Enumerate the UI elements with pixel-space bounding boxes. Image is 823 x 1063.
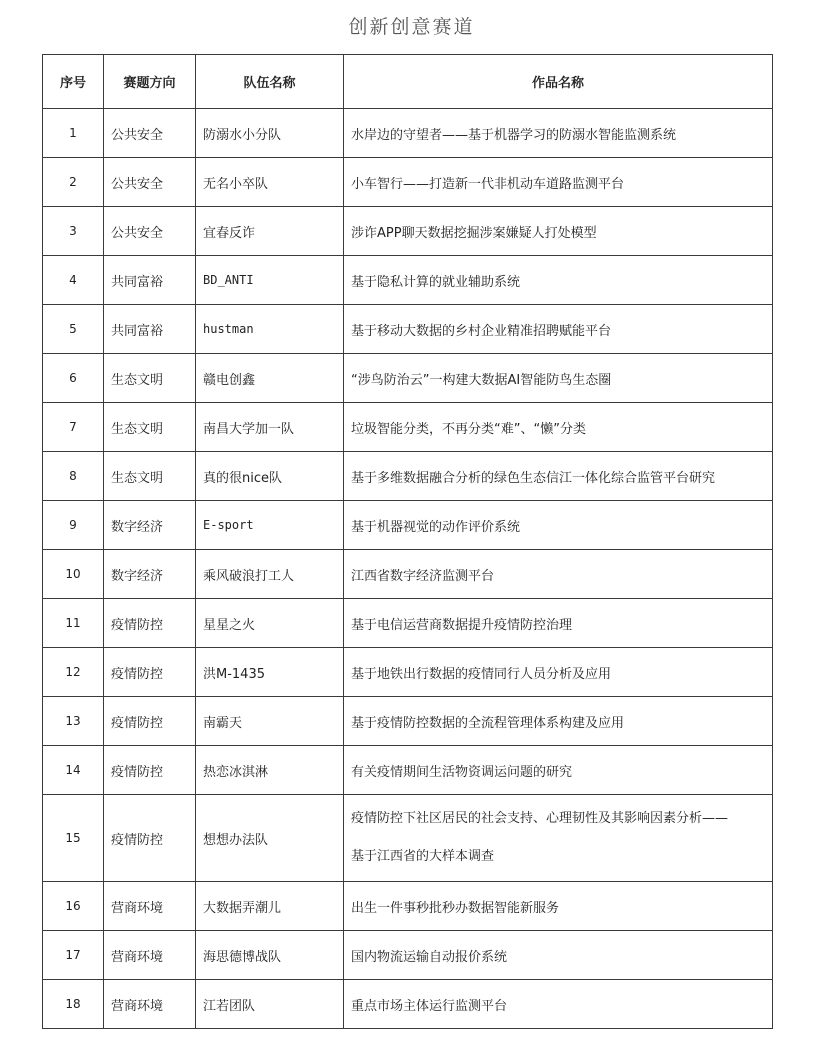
cell-index: 17	[43, 931, 104, 980]
table-row	[43, 207, 773, 256]
cell-team: 南昌大学加一队	[196, 403, 344, 452]
column-header-work: 作品名称	[344, 55, 773, 109]
cell-team: 大数据弄潮儿	[196, 882, 344, 931]
table-row	[43, 158, 773, 207]
cell-index: 6	[43, 354, 104, 403]
cell-index: 7	[43, 403, 104, 452]
cell-work-line-2: 基于江西省的大样本调查	[351, 849, 495, 864]
cell-index: 13	[43, 697, 104, 746]
cell-team: 想想办法队	[196, 795, 344, 882]
cell-index: 9	[43, 501, 104, 550]
cell-team: 赣电创鑫	[196, 354, 344, 403]
cell-work: 水岸边的守望者——基于机器学习的防溺水智能监测系统	[344, 109, 773, 158]
cell-track: 疫情防控	[104, 795, 196, 882]
cell-index: 14	[43, 746, 104, 795]
cell-track: 数字经济	[104, 501, 196, 550]
table-row	[43, 305, 773, 354]
cell-work: “涉鸟防治云”一构建大数据AI智能防鸟生态圈	[344, 354, 773, 403]
cell-work: 国内物流运输自动报价系统	[344, 931, 773, 980]
table-row	[43, 403, 773, 452]
cell-work: 基于移动大数据的乡村企业精准招聘赋能平台	[344, 305, 773, 354]
cell-track: 营商环境	[104, 882, 196, 931]
cell-work: 小车智行——打造新一代非机动车道路监测平台	[344, 158, 773, 207]
cell-index: 3	[43, 207, 104, 256]
cell-track: 生态文明	[104, 403, 196, 452]
cell-index: 16	[43, 882, 104, 931]
cell-work: 出生一件事秒批秒办数据智能新服务	[344, 882, 773, 931]
column-header-track: 赛题方向	[104, 55, 196, 109]
cell-index: 11	[43, 599, 104, 648]
cell-work: 基于机器视觉的动作评价系统	[344, 501, 773, 550]
cell-team: 乘风破浪打工人	[196, 550, 344, 599]
cell-index: 5	[43, 305, 104, 354]
cell-team: 热恋冰淇淋	[196, 746, 344, 795]
table-row	[43, 550, 773, 599]
cell-team: 真的很nice队	[196, 452, 344, 501]
cell-index: 2	[43, 158, 104, 207]
cell-track: 共同富裕	[104, 256, 196, 305]
cell-track: 疫情防控	[104, 697, 196, 746]
table-row	[43, 109, 773, 158]
cell-team: E-sport	[196, 501, 344, 550]
cell-team: 无名小卒队	[196, 158, 344, 207]
table-row	[43, 501, 773, 550]
cell-team: 宜春反诈	[196, 207, 344, 256]
cell-track: 公共安全	[104, 207, 196, 256]
results-table	[42, 54, 773, 1029]
table-header-row	[43, 55, 773, 109]
cell-team: 海思德博战队	[196, 931, 344, 980]
table-row	[43, 599, 773, 648]
cell-index: 15	[43, 795, 104, 882]
table-row	[43, 795, 773, 882]
cell-work: 有关疫情期间生活物资调运问题的研究	[344, 746, 773, 795]
table-row	[43, 697, 773, 746]
table-row	[43, 452, 773, 501]
cell-team: 洪M-1435	[196, 648, 344, 697]
cell-track: 公共安全	[104, 109, 196, 158]
table-row	[43, 882, 773, 931]
column-header-index: 序号	[43, 55, 104, 109]
cell-track: 公共安全	[104, 158, 196, 207]
cell-track: 疫情防控	[104, 648, 196, 697]
cell-index: 1	[43, 109, 104, 158]
cell-track: 营商环境	[104, 931, 196, 980]
cell-team: BD_ANTI	[196, 256, 344, 305]
table-row	[43, 354, 773, 403]
cell-team: 江若团队	[196, 980, 344, 1029]
table-row	[43, 648, 773, 697]
cell-work: 涉诈APP聊天数据挖掘涉案嫌疑人打处模型	[344, 207, 773, 256]
cell-work: 基于多维数据融合分析的绿色生态信江一体化综合监管平台研究	[344, 452, 773, 501]
cell-track: 营商环境	[104, 980, 196, 1029]
table-row	[43, 931, 773, 980]
cell-work: 基于隐私计算的就业辅助系统	[344, 256, 773, 305]
table-row	[43, 256, 773, 305]
cell-track: 疫情防控	[104, 599, 196, 648]
table-row	[43, 746, 773, 795]
cell-work-line-1: 疫情防控下社区居民的社会支持、心理韧性及其影响因素分析——	[351, 811, 729, 826]
cell-track: 疫情防控	[104, 746, 196, 795]
cell-index: 10	[43, 550, 104, 599]
cell-track: 共同富裕	[104, 305, 196, 354]
cell-team: 南霸天	[196, 697, 344, 746]
cell-index: 8	[43, 452, 104, 501]
cell-work: 重点市场主体运行监测平台	[344, 980, 773, 1029]
cell-track: 数字经济	[104, 550, 196, 599]
cell-work: 基于电信运营商数据提升疫情防控治理	[344, 599, 773, 648]
cell-work: 垃圾智能分类，不再分类“难”、“懒”分类	[344, 403, 773, 452]
cell-index: 18	[43, 980, 104, 1029]
cell-team: 防溺水小分队	[196, 109, 344, 158]
column-header-team: 队伍名称	[196, 55, 344, 109]
cell-team: hustman	[196, 305, 344, 354]
cell-track: 生态文明	[104, 354, 196, 403]
cell-track: 生态文明	[104, 452, 196, 501]
cell-work: 基于疫情防控数据的全流程管理体系构建及应用	[344, 697, 773, 746]
cell-work: 江西省数字经济监测平台	[344, 550, 773, 599]
cell-team: 星星之火	[196, 599, 344, 648]
table-row	[43, 980, 773, 1029]
page-title: 创新创意赛道	[348, 16, 475, 38]
cell-index: 12	[43, 648, 104, 697]
cell-index: 4	[43, 256, 104, 305]
cell-work	[344, 795, 773, 882]
cell-work: 基于地铁出行数据的疫情同行人员分析及应用	[344, 648, 773, 697]
